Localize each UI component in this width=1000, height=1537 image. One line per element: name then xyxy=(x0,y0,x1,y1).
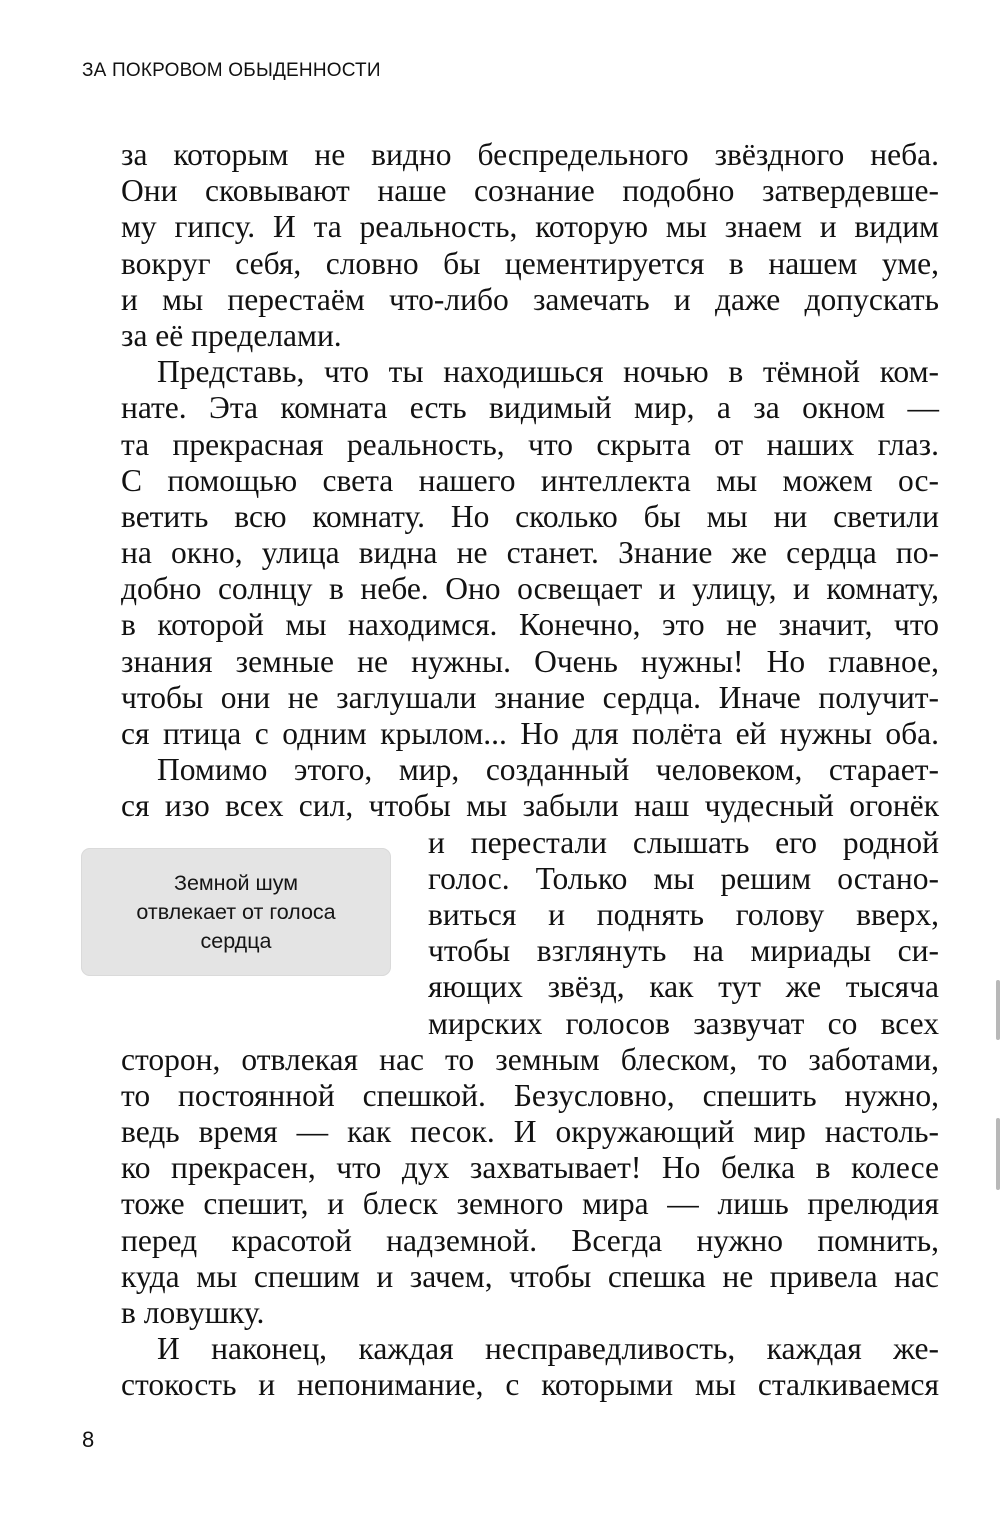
text-line: му гипсу. И та реальность, которую мы знаем и видим xyxy=(121,209,939,245)
text-line: Помимо этого, мир, созданный человеком, старает- xyxy=(157,752,939,788)
text-line: виться и поднять голову вверх, xyxy=(428,896,939,932)
text-line: голос. Только мы решим остано- xyxy=(428,860,939,896)
text-line: ведь время — как песок. И окружающий мир настоль- xyxy=(121,1114,939,1150)
text-line: яющих звёзд, как тут же тысяча xyxy=(428,969,939,1005)
text-line: и перестали слышать его родной xyxy=(428,824,939,860)
text-line: И наконец, каждая несправедливость, каждая же- xyxy=(157,1331,939,1367)
text-line: мирских голосов зазвучат со всех xyxy=(428,1005,939,1041)
text-line: в которой мы находимся. Конечно, это не значит, что xyxy=(121,607,939,643)
text-line: чтобы взглянуть на мириады си- xyxy=(428,933,939,969)
page-edge-mark xyxy=(996,980,1000,1040)
text-line: в ловушку. xyxy=(121,1295,265,1330)
text-line: вокруг себя, словно бы цементируется в нашем уме, xyxy=(121,245,939,281)
running-head: ЗА ПОКРОВОМ ОБЫДЕННОСТИ xyxy=(82,60,381,81)
text-line: тоже спешит, и блеск земного мира — лишь прелюдия xyxy=(121,1186,939,1222)
text-line: на окно, улица видна не станет. Знание же сердца по- xyxy=(121,535,939,571)
text-line: ся изо всех сил, чтобы мы забыли наш чудесный огонёк xyxy=(121,788,939,824)
text-line: добно солнцу в небе. Оно освещает и улицу, и комнату, xyxy=(121,571,939,607)
page-edge-mark xyxy=(996,1118,1000,1190)
text-line: ко прекрасен, что дух захватывает! Но белка в колесе xyxy=(121,1150,939,1186)
text-line: за которым не видно беспредельного звёздного неба. xyxy=(121,137,939,172)
text-line: перед красотой надземной. Всегда нужно помнить, xyxy=(121,1222,939,1258)
text-line: чтобы они не заглушали знание сердца. Иначе получит- xyxy=(121,679,939,715)
sidebar-line: отвлекает от голоса xyxy=(136,899,336,924)
sidebar-callout xyxy=(81,848,391,976)
text-line: та прекрасная реальность, что скрыта от наших глаз. xyxy=(121,426,939,462)
sidebar-line: сердца xyxy=(200,928,272,953)
text-line: С помощью света нашего интеллекта мы можем ос- xyxy=(121,462,939,498)
main-text xyxy=(121,137,939,1404)
sidebar-line: Земной шум xyxy=(173,870,299,895)
text-line: Представь, что ты находишься ночью в тёмной ком- xyxy=(157,354,939,390)
text-line: знания земные не нужны. Очень нужны! Но главное, xyxy=(121,643,939,679)
text-line: стокость и непонимание, с которыми мы сталкиваемся xyxy=(121,1367,939,1403)
sidebar-text xyxy=(136,869,335,956)
text-line: то постоянной спешкой. Безусловно, спешить нужно, xyxy=(121,1077,939,1113)
text-line: за её пределами. xyxy=(121,317,342,353)
text-line: и мы перестаём что-либо замечать и даже допускать xyxy=(121,281,939,317)
text-line: ся птица с одним крылом... Но для полёта ей нужны оба. xyxy=(121,716,939,751)
text-line: куда мы спешим и зачем, чтобы спешка не привела нас xyxy=(121,1258,939,1294)
text-line: Они сковывают наше сознание подобно затвердевше- xyxy=(121,173,939,209)
page-number: 8 xyxy=(82,1427,95,1452)
text-line: ветить всю комнату. Но сколько бы мы ни светили xyxy=(121,498,939,534)
text-line: нате. Эта комната есть видимый мир, а за окном — xyxy=(121,390,939,426)
text-line: сторон, отвлекая нас то земным блеском, то заботами, xyxy=(121,1041,939,1077)
